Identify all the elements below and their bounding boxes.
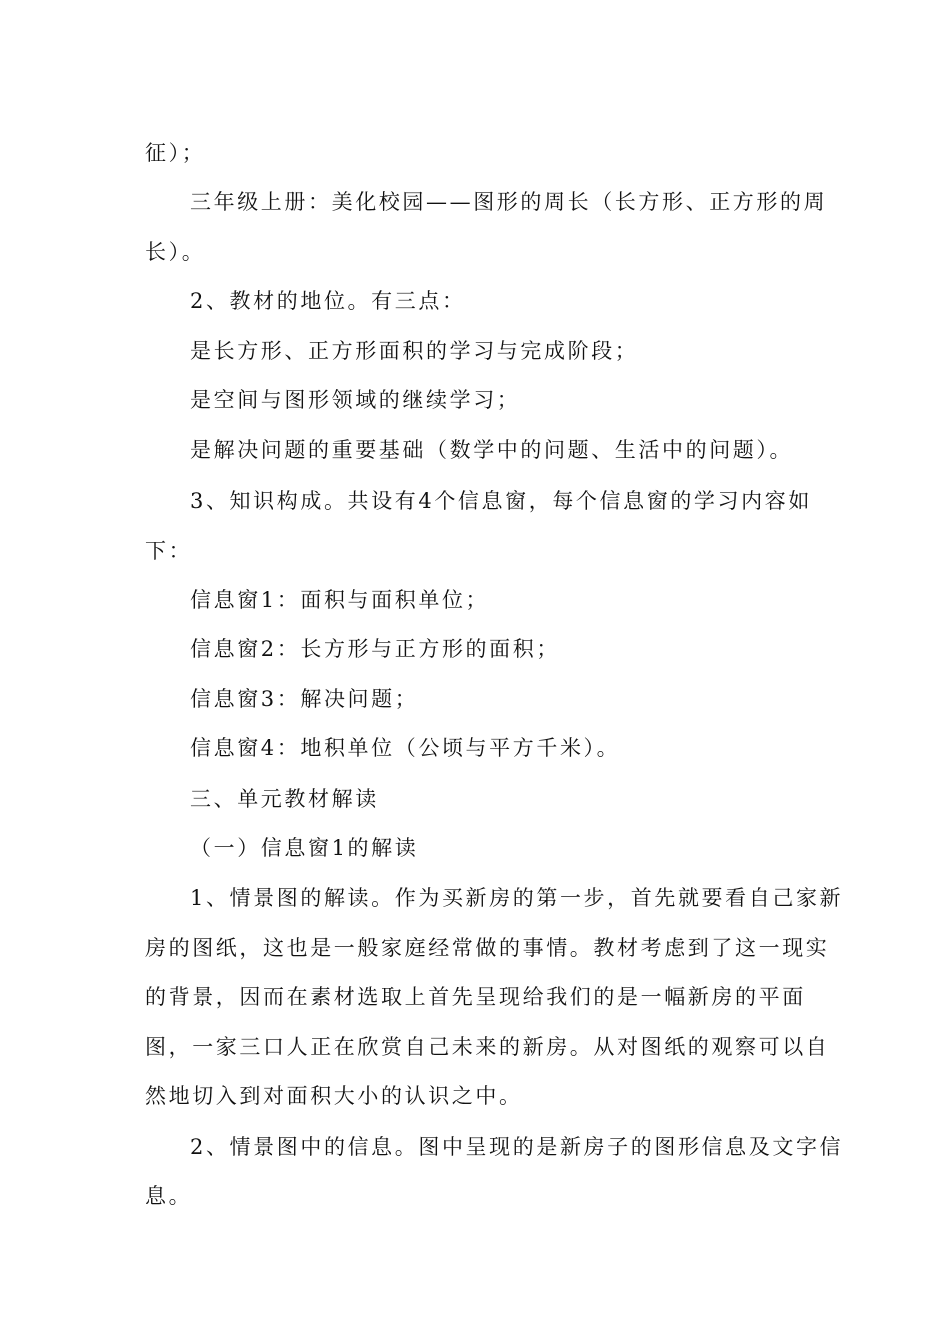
text-line: 图，一家三口人正在欣赏自己未来的新房。从对图纸的观察可以自 [145,1035,830,1059]
text-line: 息。 [145,1184,193,1208]
text-line: 三年级上册：美化校园——图形的周长（长方形、正方形的周 [190,190,828,214]
text-line: 然地切入到对面积大小的认识之中。 [145,1084,523,1108]
text-line: 3、知识构成。共设有4个信息窗，每个信息窗的学习内容如 [190,489,812,513]
subsection-heading: （一）信息窗1的解读 [190,836,419,860]
text-line: 信息窗4：地积单位（公顷与平方千米）。 [190,736,621,760]
text-line: 房的图纸，这也是一般家庭经常做的事情。教材考虑到了这一现实 [145,936,830,960]
text-line: 信息窗1：面积与面积单位； [190,588,490,612]
text-line: 信息窗2：长方形与正方形的面积； [190,637,560,661]
text-line: 信息窗3：解决问题； [190,687,419,711]
text-line: 2、情景图中的信息。图中呈现的是新房子的图形信息及文字信 [190,1135,844,1159]
section-heading: 三、单元教材解读 [190,787,379,811]
text-line: 下： [145,539,193,563]
text-line: 是解决问题的重要基础（数学中的问题、生活中的问题）。 [190,438,794,462]
text-line: 的背景，因而在素材选取上首先呈现给我们的是一幅新房的平面 [145,985,806,1009]
text-line: 是长方形、正方形面积的学习与完成阶段； [190,339,639,363]
text-line: 长）。 [145,240,206,264]
text-line: 2、教材的地位。有三点： [190,289,466,313]
text-line: 是空间与图形领域的继续学习； [190,388,521,412]
text-line: 征）； [145,141,206,165]
text-line: 1、情景图的解读。作为买新房的第一步，首先就要看自己家新 [190,886,844,910]
